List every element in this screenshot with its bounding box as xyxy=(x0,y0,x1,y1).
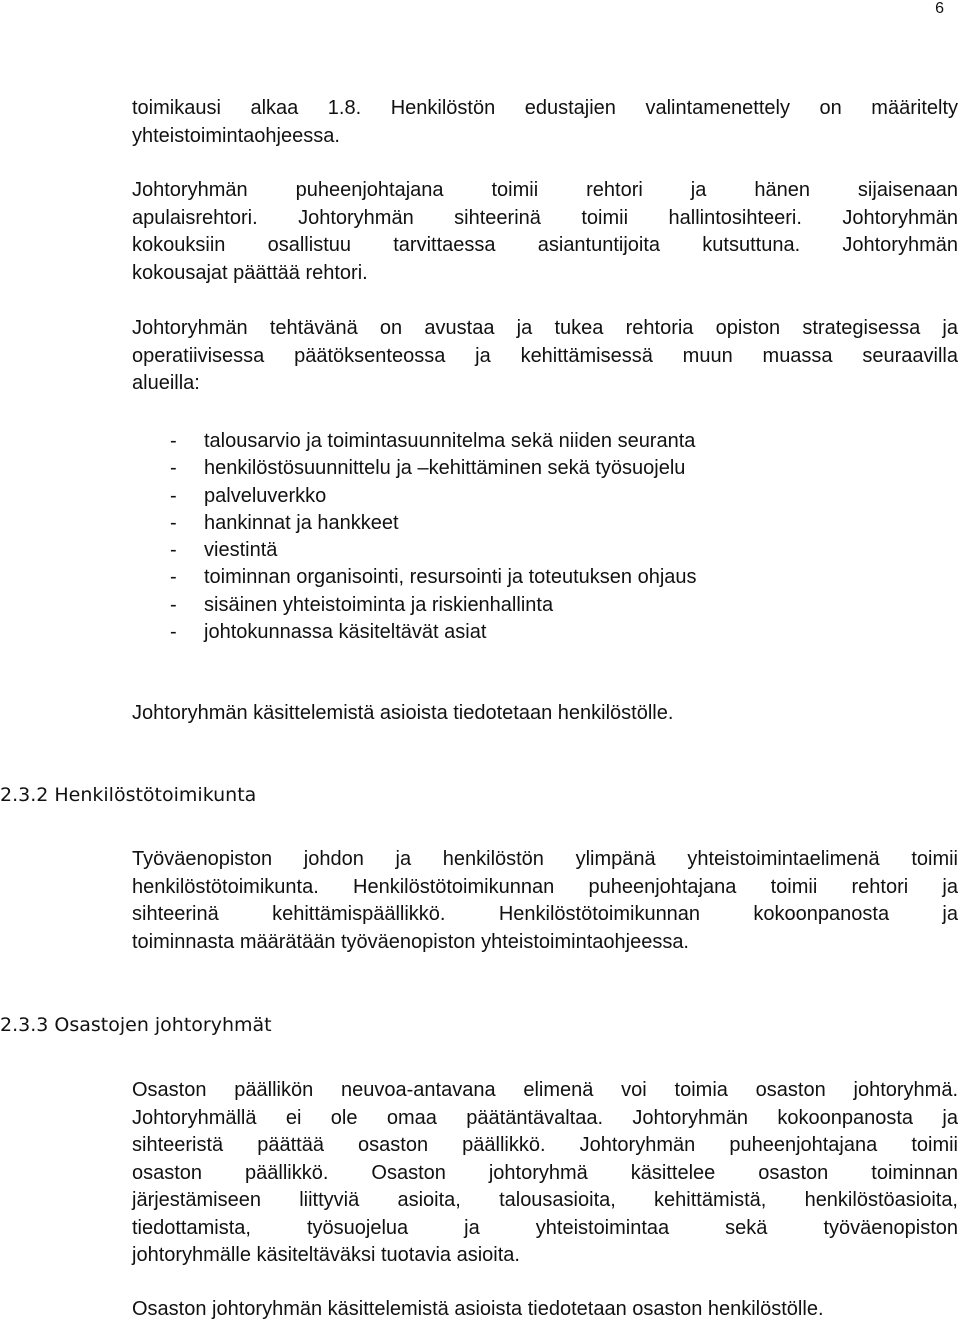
text-line: Työväenopiston johdon ja henkilöstön ylimpänä yhteistoimintaelimenä toimii xyxy=(132,848,958,870)
list-item xyxy=(132,537,697,564)
text-line: toimikausi alkaa 1.8. Henkilöstön edustajien valintamenettely on määritelty xyxy=(132,97,958,119)
paragraph-chair xyxy=(132,177,958,287)
list-item-text: johtokunnassa käsiteltävät asiat xyxy=(204,621,487,644)
text-line: sihteeristä päättää osaston päällikkö. Johtoryhmän puheenjohtajana toimii xyxy=(132,1134,958,1156)
list-item-text: viestintä xyxy=(204,539,278,562)
paragraph-term xyxy=(132,95,958,150)
paragraph-department-groups xyxy=(132,1077,958,1270)
list-dash: - xyxy=(170,593,177,616)
list-item xyxy=(132,592,697,619)
list-item xyxy=(132,483,697,510)
text-line: yhteistoimintaohjeessa. xyxy=(132,124,340,147)
text-line: tiedottamista, työsuojelua ja yhteistoimintaa sekä työväenopiston xyxy=(132,1216,958,1239)
list-item-text: toiminnan organisointi, resursointi ja toteutuksen ohjaus xyxy=(204,566,697,589)
section-heading-2-3-3: 2.3.3 Osastojen johtoryhmät xyxy=(0,1014,272,1036)
list-dash: - xyxy=(170,430,177,452)
list-dash: - xyxy=(170,511,177,534)
list-item xyxy=(132,564,697,591)
list-dash: - xyxy=(170,566,177,589)
text-line: apulaisrehtori. Johtoryhmän sihteerinä toimii hallintosihteeri. Johtoryhmän xyxy=(132,206,958,229)
text-line: kokousajat päättää rehtori. xyxy=(132,261,368,284)
list-dash: - xyxy=(170,621,177,644)
list-item xyxy=(132,428,697,455)
text-line: Johtoryhmän puheenjohtajana toimii rehtori ja hänen sijaisenaan xyxy=(132,179,958,201)
list-item-text: palveluverkko xyxy=(204,484,327,507)
text-line: järjestämiseen liittyviä asioita, talousasioita, kehittämistä, henkilöstöasioita, xyxy=(132,1189,958,1211)
list-item xyxy=(132,619,697,646)
paragraph-informing: Johtoryhmän käsittelemistä asioista tiedotetaan henkilöstölle. xyxy=(132,702,674,724)
text-line: henkilöstötoimikunta. Henkilöstötoimikunnan puheenjohtajana toimii rehtori ja xyxy=(132,875,958,898)
section-heading-2-3-2: 2.3.2 Henkilöstötoimikunta xyxy=(0,784,257,806)
text-line: sihteerinä kehittämispäällikkö. Henkilöstötoimikunnan kokoonpanosta ja xyxy=(132,903,958,925)
text-line: alueilla: xyxy=(132,372,200,394)
list-dash: - xyxy=(170,457,177,480)
text-line: Johtoryhmän tehtävänä on avustaa ja tukea rehtoria opiston strategisessa ja xyxy=(132,317,958,339)
list-item-text: sisäinen yhteistoiminta ja riskienhallinta xyxy=(204,593,554,616)
text-line: osaston päällikkö. Osaston johtoryhmä käsittelee osaston toiminnan xyxy=(132,1161,958,1184)
text-line: operatiivisessa päätöksenteossa ja kehittämisessä muun muassa seuraavilla xyxy=(132,344,958,367)
list-item-text: talousarvio ja toimintasuunnitelma sekä niiden seuranta xyxy=(204,430,696,452)
list-dash: - xyxy=(170,539,177,562)
text-line: Osaston päällikön neuvoa-antavana elimenä voi toimia osaston johtoryhmä. xyxy=(132,1079,958,1101)
paragraph-staff-committee xyxy=(132,846,958,956)
text-line: johtoryhmälle käsiteltäväksi tuotavia asioita. xyxy=(132,1244,520,1266)
list-item xyxy=(132,510,697,537)
task-list xyxy=(132,428,697,646)
list-item-text: henkilöstösuunnittelu ja –kehittäminen sekä työsuojelu xyxy=(204,457,686,480)
text-line: kokouksiin osallistuu tarvittaessa asiantuntijoita kutsuttuna. Johtoryhmän xyxy=(132,234,958,256)
page-number: 6 xyxy=(935,0,944,17)
paragraph-closing: Osaston johtoryhmän käsittelemistä asioista tiedotetaan osaston henkilöstölle. xyxy=(132,1298,824,1320)
list-dash: - xyxy=(170,484,177,507)
list-item xyxy=(132,455,697,482)
text-line: Johtoryhmällä ei ole omaa päätäntävaltaa. Johtoryhmän kokoonpanosta ja xyxy=(132,1106,958,1129)
text-line: toiminnasta määrätään työväenopiston yhteistoimintaohjeessa. xyxy=(132,930,689,953)
paragraph-tasks xyxy=(132,315,958,398)
list-item-text: hankinnat ja hankkeet xyxy=(204,511,399,534)
